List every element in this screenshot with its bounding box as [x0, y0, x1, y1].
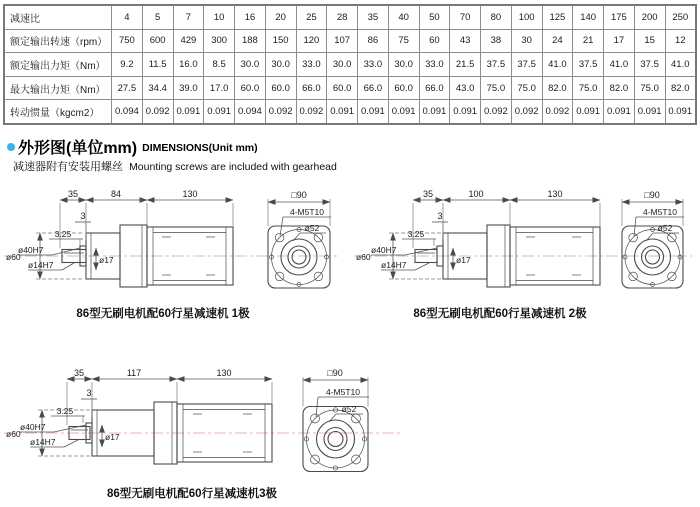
cell-value: 0.092	[511, 100, 542, 124]
row-label: 转动惯量（kgcm2）	[4, 100, 112, 124]
dimensions	[6, 368, 272, 456]
cell-value: 60.0	[388, 76, 419, 100]
cell-value: 30	[511, 29, 542, 53]
cell-value: 21	[573, 29, 604, 53]
cell-value: 35	[358, 5, 389, 29]
cell-value: 0.092	[481, 100, 512, 124]
cell-value: 0.094	[112, 100, 143, 124]
cell-value: 0.091	[604, 100, 635, 124]
label-shaft-bore: ø14H7	[28, 260, 54, 270]
cell-value: 0.091	[419, 100, 450, 124]
cell-value: 39.0	[173, 76, 204, 100]
table-row	[4, 5, 696, 29]
cell-value: 86	[358, 29, 389, 53]
cell-value: 80	[481, 5, 512, 29]
cell-value: 17	[604, 29, 635, 53]
cell-value: 75	[388, 29, 419, 53]
cell-value: 21.5	[450, 53, 481, 77]
label-mounting-screws: 4-M5T10	[325, 387, 361, 397]
flange-view	[303, 368, 369, 472]
cell-value: 41.0	[665, 53, 696, 77]
label-shaft-bore: ø14H7	[381, 260, 407, 270]
cell-value: 107	[327, 29, 358, 53]
cell-value: 0.092	[296, 100, 327, 124]
cell-value: 0.091	[173, 100, 204, 124]
cell-value: 9.2	[112, 53, 143, 77]
cell-value: 66.0	[358, 76, 389, 100]
cell-value: 25	[296, 5, 327, 29]
cell-value: 0.091	[358, 100, 389, 124]
cell-value: 429	[173, 29, 204, 53]
cell-value: 30.0	[388, 53, 419, 77]
dim-key: 3.25	[407, 229, 425, 239]
cell-value: 10	[204, 5, 235, 29]
label-bolt-circle: ø52	[304, 223, 320, 233]
table-row	[4, 100, 696, 124]
cell-value: 43.0	[450, 76, 481, 100]
cell-value: 38	[481, 29, 512, 53]
cell-value: 27.5	[112, 76, 143, 100]
drawing-gearhead-1pole	[0, 176, 380, 328]
cell-value: 300	[204, 29, 235, 53]
cell-value: 75.0	[481, 76, 512, 100]
cell-value: 75.0	[573, 76, 604, 100]
label-body-diameter: ø60	[356, 252, 371, 262]
dim-key: 3.25	[54, 229, 72, 239]
dim-shaft-length: 35	[73, 368, 85, 378]
cell-value: 600	[142, 29, 173, 53]
cell-value: 33.0	[358, 53, 389, 77]
cell-value: 37.5	[481, 53, 512, 77]
cell-value: 60.0	[265, 76, 296, 100]
cell-value: 40	[388, 5, 419, 29]
flange-view	[268, 190, 331, 288]
label-hub-bore: ø40H7	[20, 422, 46, 432]
label-body-diameter: ø60	[6, 429, 21, 439]
cell-value: 33.0	[419, 53, 450, 77]
spec-table	[3, 4, 697, 125]
label-flange-square: □90	[644, 190, 660, 200]
label-hub-bore: ø40H7	[18, 245, 44, 255]
label-pilot-diameter: ø17	[99, 255, 114, 265]
cell-value: 37.5	[634, 53, 665, 77]
dim-shaft-length: 35	[422, 189, 434, 199]
label-mounting-screws: 4-M5T10	[289, 207, 325, 217]
cell-value: 17.0	[204, 76, 235, 100]
cell-value: 0.092	[265, 100, 296, 124]
cell-value: 75.0	[634, 76, 665, 100]
cell-value: 82.0	[542, 76, 573, 100]
cell-value: 100	[511, 5, 542, 29]
cell-value: 43	[450, 29, 481, 53]
section-title-cn: 外形图(单位mm)	[18, 140, 138, 157]
cell-value: 66.0	[296, 76, 327, 100]
label-body-diameter: ø60	[6, 252, 21, 262]
cell-value: 50	[419, 5, 450, 29]
cell-value: 70	[450, 5, 481, 29]
cell-value: 37.5	[573, 53, 604, 77]
cell-value: 188	[235, 29, 266, 53]
section-title	[7, 135, 258, 158]
dim-gearbox-length: 100	[468, 189, 484, 199]
cell-value: 30.0	[265, 53, 296, 77]
cell-value: 82.0	[604, 76, 635, 100]
cell-value: 11.5	[142, 53, 173, 77]
dimensions	[356, 189, 600, 279]
cell-value: 41.0	[604, 53, 635, 77]
label-flange-square: □90	[291, 190, 307, 200]
label-hub-bore: ø40H7	[371, 245, 397, 255]
cell-value: 120	[296, 29, 327, 53]
cell-value: 0.091	[665, 100, 696, 124]
cell-value: 60.0	[235, 76, 266, 100]
label-mounting-screws: 4-M5T10	[642, 207, 678, 217]
spec-table-body	[4, 5, 696, 124]
row-label: 减速比	[4, 5, 112, 29]
cell-value: 150	[265, 29, 296, 53]
cell-value: 28	[327, 5, 358, 29]
dim-motor-length: 130	[182, 189, 198, 199]
flange-view	[622, 190, 684, 288]
dim-gearbox-length: 84	[110, 189, 122, 199]
dim-step: 3	[437, 211, 443, 221]
cell-value: 15	[634, 29, 665, 53]
label-bolt-circle: ø52	[341, 404, 357, 414]
section-note	[13, 158, 337, 174]
drawing-caption: 86型无刷电机配60行星减速机 2极	[413, 308, 587, 320]
drawing-gearhead-3pole	[0, 355, 420, 507]
cell-value: 41.0	[542, 53, 573, 77]
cell-value: 0.091	[388, 100, 419, 124]
cell-value: 0.091	[573, 100, 604, 124]
drawing-caption: 86型无刷电机配60行星减速机3极	[107, 488, 277, 500]
cell-value: 175	[604, 5, 635, 29]
drawing-caption: 86型无刷电机配60行星减速机 1极	[76, 308, 250, 320]
cell-value: 33.0	[296, 53, 327, 77]
cell-value: 16.0	[173, 53, 204, 77]
cell-value: 30.0	[235, 53, 266, 77]
cell-value: 0.091	[450, 100, 481, 124]
drawing-gearhead-2pole	[348, 176, 700, 328]
dim-motor-length: 130	[216, 368, 232, 378]
row-label: 额定输出力矩（Nm）	[4, 53, 112, 77]
cell-value: 0.092	[542, 100, 573, 124]
cell-value: 125	[542, 5, 573, 29]
cell-value: 12	[665, 29, 696, 53]
side-view	[62, 225, 233, 287]
cell-value: 60	[419, 29, 450, 53]
section-note-en: Mounting screws are included with gearhead	[129, 161, 337, 173]
dim-motor-length: 130	[547, 189, 563, 199]
cell-value: 0.091	[204, 100, 235, 124]
dim-step: 3	[80, 211, 86, 221]
cell-value: 250	[665, 5, 696, 29]
cell-value: 0.091	[327, 100, 358, 124]
cell-value: 24	[542, 29, 573, 53]
row-label: 最大输出力矩（Nm）	[4, 76, 112, 100]
table-row	[4, 76, 696, 100]
cell-value: 750	[112, 29, 143, 53]
cell-value: 20	[265, 5, 296, 29]
dim-shaft-length: 35	[67, 189, 79, 199]
cell-value: 7	[173, 5, 204, 29]
dim-step: 3	[86, 388, 92, 398]
section-note-cn: 减速器附有安装用螺丝	[13, 161, 123, 173]
label-shaft-bore: ø14H7	[30, 437, 56, 447]
table-row	[4, 29, 696, 53]
cell-value: 0.094	[235, 100, 266, 124]
cell-value: 30.0	[327, 53, 358, 77]
cell-value: 82.0	[665, 76, 696, 100]
dim-key: 3.25	[56, 406, 74, 416]
label-flange-square: □90	[327, 368, 343, 378]
label-pilot-diameter: ø17	[456, 255, 471, 265]
cell-value: 34.4	[142, 76, 173, 100]
cell-value: 75.0	[511, 76, 542, 100]
table-row	[4, 53, 696, 77]
row-label: 额定输出转速（rpm）	[4, 29, 112, 53]
label-bolt-circle: ø52	[657, 223, 673, 233]
label-pilot-diameter: ø17	[105, 432, 120, 442]
cell-value: 16	[235, 5, 266, 29]
cell-value: 5	[142, 5, 173, 29]
section-title-en: DIMENSIONS(Unit mm)	[142, 142, 258, 154]
section-bullet-icon	[7, 143, 15, 151]
cell-value: 60.0	[327, 76, 358, 100]
cell-value: 8.5	[204, 53, 235, 77]
cell-value: 66.0	[419, 76, 450, 100]
cell-value: 0.092	[142, 100, 173, 124]
cell-value: 0.091	[634, 100, 665, 124]
cell-value: 140	[573, 5, 604, 29]
cell-value: 37.5	[511, 53, 542, 77]
dim-gearbox-length: 117	[126, 368, 142, 378]
cell-value: 4	[112, 5, 143, 29]
cell-value: 200	[634, 5, 665, 29]
